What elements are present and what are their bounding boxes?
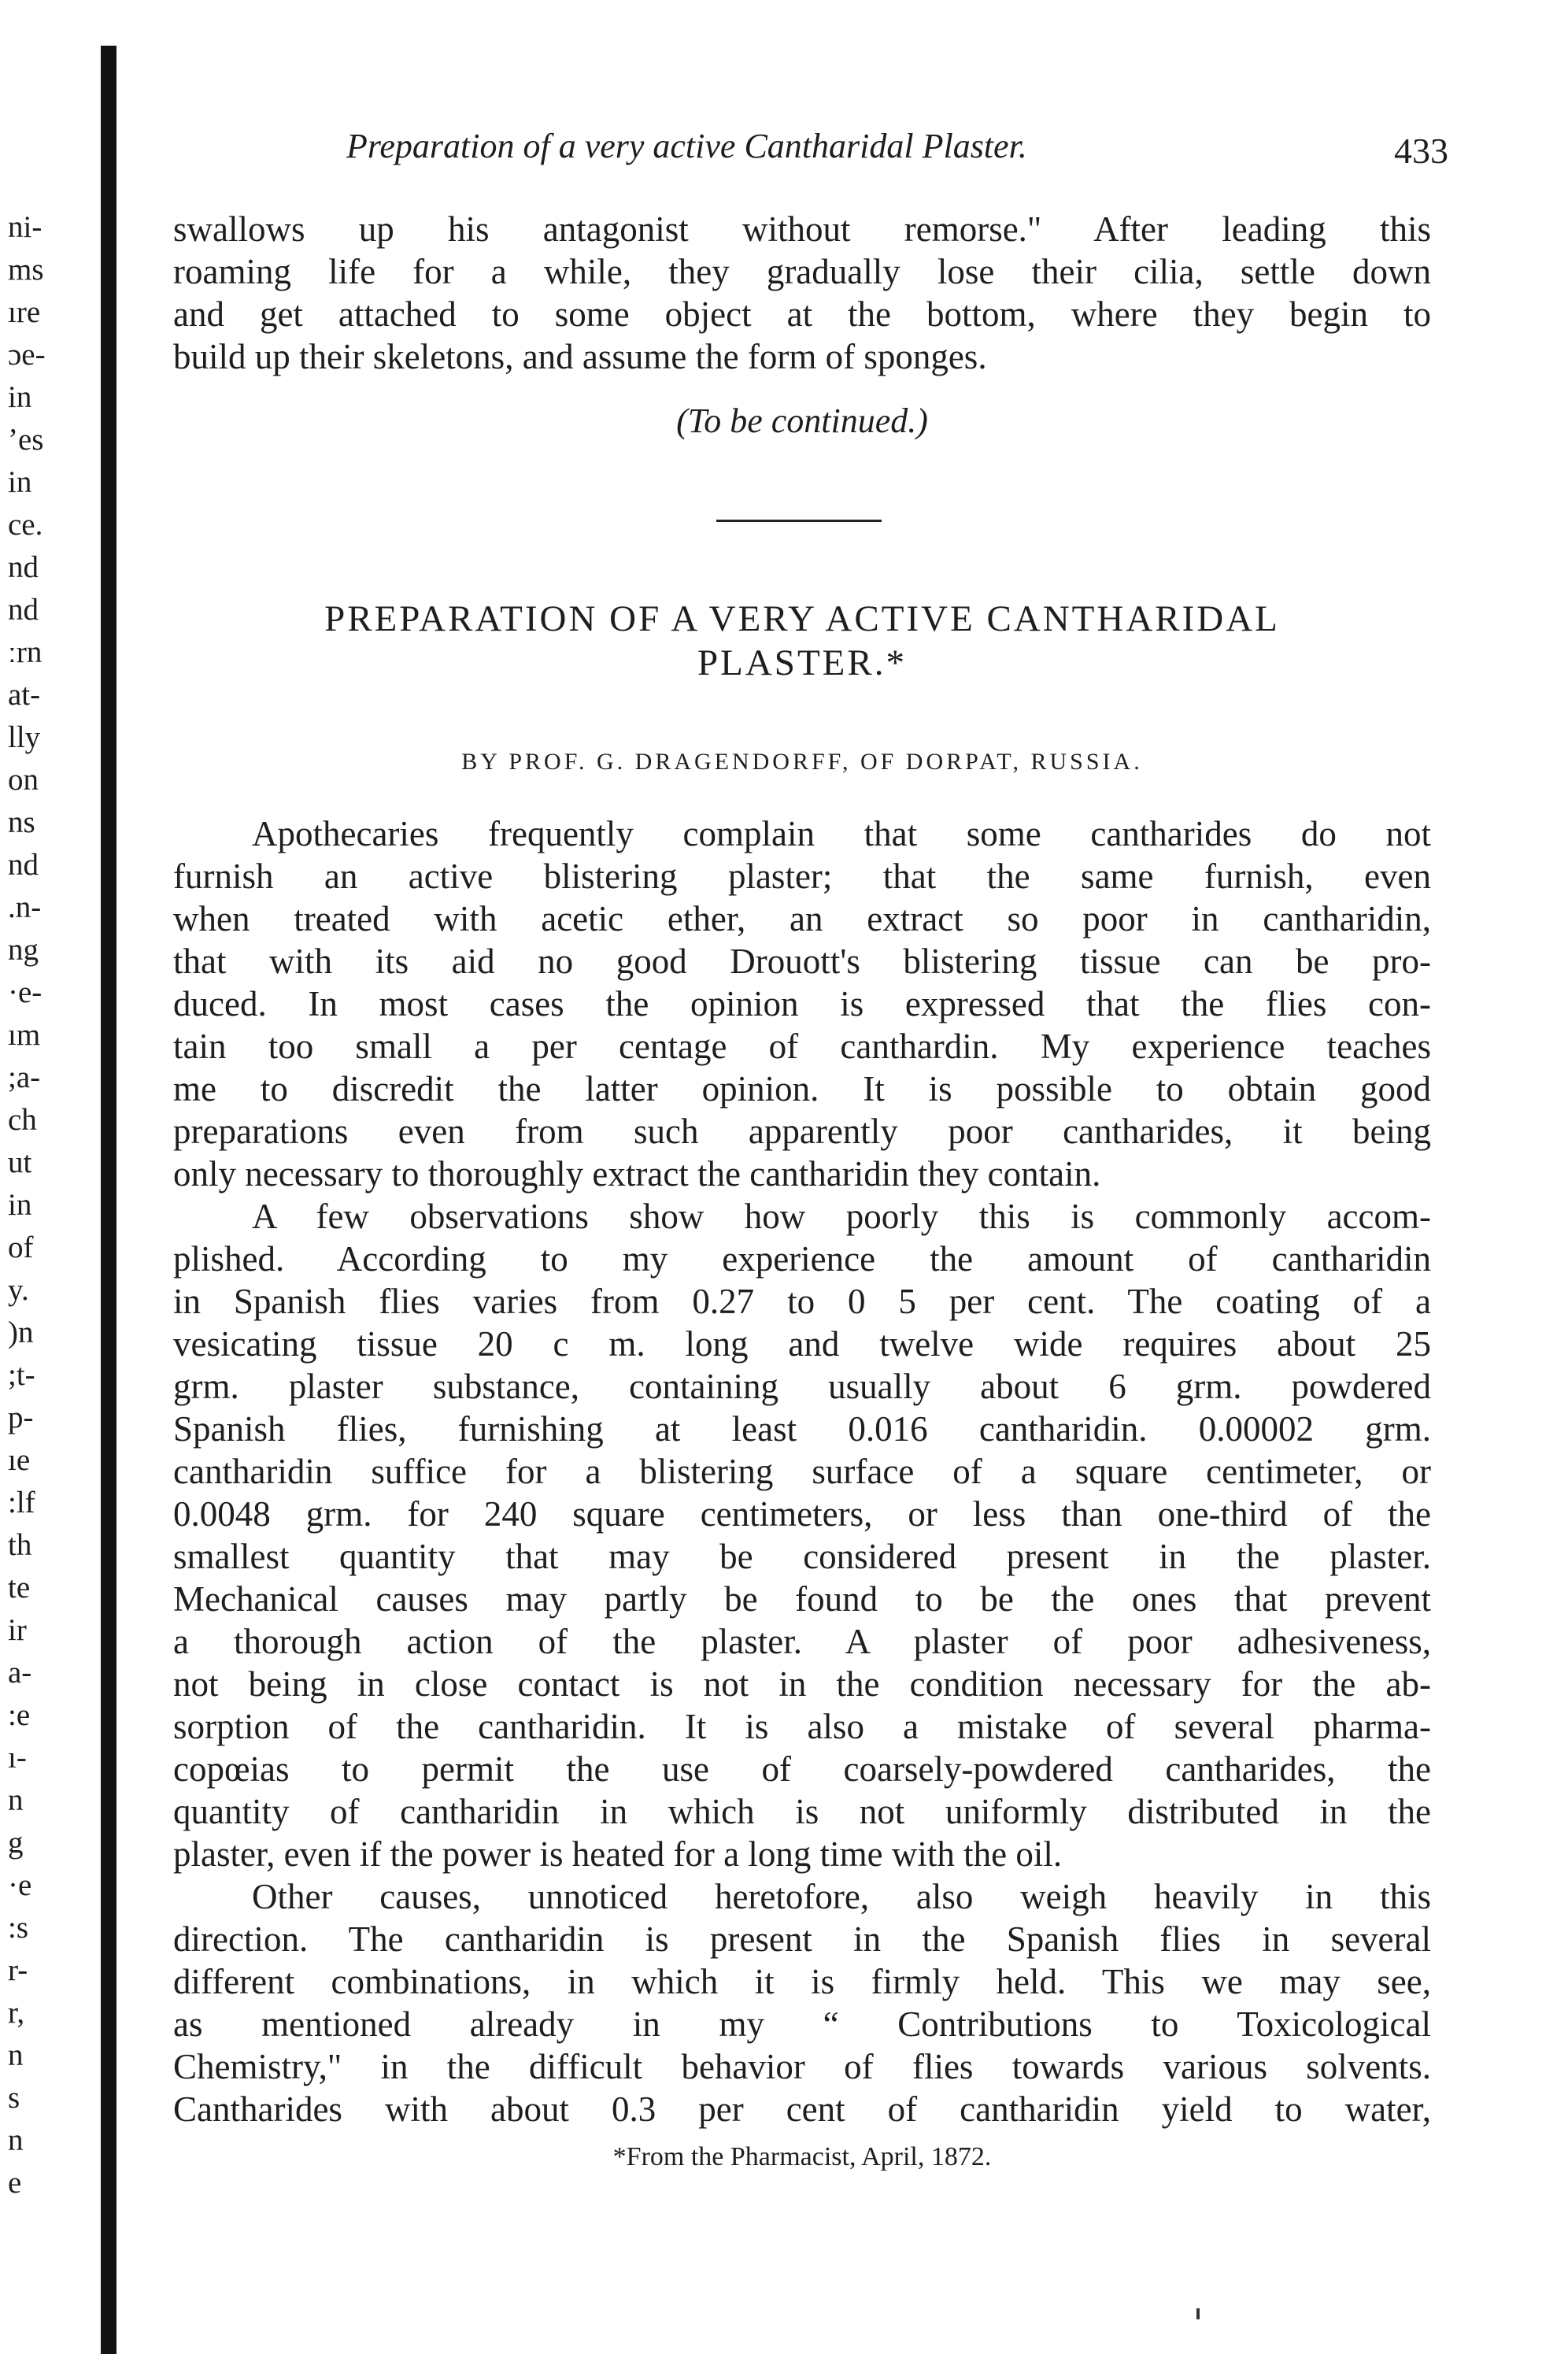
text-line: vesicating tissue 20 c m. long and twelve wide requires about 25 [173, 1324, 1431, 1364]
gutter-fragment: :lf [8, 1486, 35, 1519]
gutter-fragment: ni- [8, 210, 43, 244]
scan-speck [1196, 2308, 1200, 2319]
gutter-fragment: r- [8, 1953, 28, 1987]
gutter-fragment: e [8, 2166, 22, 2200]
text-line: me to discredit the latter opinion. It is possible to obtain good [173, 1069, 1431, 1109]
text-line: not being in close contact is not in the condition necessary for the ab- [173, 1664, 1431, 1704]
gutter-fragment: in [8, 1188, 32, 1222]
text-line: plished. According to my experience the amount of cantharidin [173, 1239, 1431, 1279]
gutter-fragment: in [8, 380, 32, 414]
text-line: only necessary to thoroughly extract the cantharidin they contain. [173, 1154, 1101, 1194]
text-line: a thorough action of the plaster. A plaster of poor adhesiveness, [173, 1622, 1431, 1661]
gutter-fragment: te [8, 1571, 31, 1604]
gutter-fragment: on [8, 763, 39, 797]
text-line: 0.0048 grm. for 240 square centimeters, or less than one-third of the [173, 1494, 1431, 1534]
body-paragraph-3 [173, 1875, 1431, 2130]
text-line: duced. In most cases the opinion is expressed that the flies con- [173, 984, 1431, 1023]
text-line: preparations even from such apparently poor cantharides, it being [173, 1112, 1431, 1151]
text-line: plaster, even if the power is heated for a long time with the oil. [173, 1834, 1063, 1874]
running-head-title: Preparation of a very active Cantharidal Plaster. [346, 127, 1027, 165]
gutter-fragment: ce. [8, 508, 43, 542]
text-line: and get attached to some object at the bottom, where they begin to [173, 294, 1431, 334]
text-line: Apothecaries frequently complain that some cantharides do not [252, 814, 1431, 853]
text-line: roaming life for a while, they gradually lose their cilia, settle down [173, 252, 1431, 291]
previous-article-ending [173, 208, 1431, 378]
gutter-fragment: y. [8, 1273, 29, 1307]
gutter-fragment: ːrn [8, 635, 43, 669]
text-line: Spanish flies, furnishing at least 0.016 cantharidin. 0.00002 grm. [173, 1409, 1431, 1449]
gutter-fragment: ·e- [8, 975, 43, 1009]
footnote: *From the Pharmacist, April, 1872. [612, 2142, 992, 2171]
gutter-fragment: ıre [8, 295, 41, 329]
article-title-line-2: PLASTER.* [697, 642, 907, 683]
gutter-fragment: at- [8, 678, 41, 712]
body-paragraph-2 [173, 1195, 1431, 1875]
gutter-fragment: :s [8, 1911, 29, 1945]
text-line: that with its aid no good Drouott's blistering tissue can be pro- [173, 942, 1431, 981]
gutter-fragment: ɔe- [8, 338, 46, 372]
adjacent-page-gutter-fragments [8, 206, 94, 2204]
text-line: direction. The cantharidin is present in the Spanish flies in several [173, 1919, 1431, 1959]
gutter-fragment: ıe [8, 1443, 31, 1477]
gutter-fragment: nd [8, 593, 39, 627]
text-line: build up their skeletons, and assume the form of sponges. [173, 337, 987, 376]
gutter-fragment: lly [8, 720, 41, 754]
gutter-fragment: th [8, 1528, 32, 1562]
gutter-fragment: :e [8, 1698, 31, 1732]
text-line: as mentioned already in my “ Contributions to Toxicological [173, 2004, 1431, 2044]
book-spine-shadow [101, 46, 116, 2354]
gutter-fragment: ʼes [8, 423, 44, 457]
text-line: sorption of the cantharidin. It is also a mistake of several pharma- [173, 1707, 1431, 1746]
text-line: when treated with acetic ether, an extract so poor in cantharidin, [173, 899, 1431, 938]
gutter-fragment: )n [8, 1316, 34, 1349]
gutter-fragment: ;a- [8, 1060, 41, 1094]
gutter-fragment: s [8, 2081, 20, 2115]
gutter-fragment: ms [8, 253, 44, 287]
text-line: quantity of cantharidin in which is not uniformly distributed in the [173, 1792, 1431, 1831]
text-line: swallows up his antagonist without remorse." After leading this [173, 209, 1431, 249]
gutter-fragment: ut [8, 1146, 32, 1179]
gutter-fragment: .n- [8, 890, 42, 924]
page-number: 433 [1394, 131, 1448, 171]
gutter-fragment: r, [8, 1996, 25, 2030]
gutter-fragment: n [8, 1783, 24, 1817]
gutter-fragment: ı- [8, 1741, 27, 1775]
text-line: Mechanical causes may partly be found to be the ones that prevent [173, 1579, 1431, 1619]
gutter-fragment: nd [8, 848, 39, 882]
text-line: tain too small a per centage of canthardin. My experience teaches [173, 1027, 1431, 1066]
gutter-fragment: in [8, 465, 32, 499]
body-paragraph-1 [173, 812, 1431, 1195]
section-divider-rule [716, 520, 882, 522]
gutter-fragment: n [8, 2123, 24, 2157]
gutter-fragment: ım [8, 1018, 41, 1052]
text-line: furnish an active blistering plaster; that the same furnish, even [173, 857, 1431, 896]
text-line: Chemistry," in the difficult behavior of flies towards various solvents. [173, 2047, 1431, 2086]
text-line: cantharidin suffice for a blistering surface of a square centimeter, or [173, 1452, 1431, 1491]
article-title-line-1: PREPARATION OF A VERY ACTIVE CANTHARIDAL [324, 598, 1280, 639]
to-be-continued-note: (To be continued.) [676, 402, 928, 440]
gutter-fragment: ns [8, 805, 35, 839]
gutter-fragment: g [8, 1826, 24, 1860]
text-line: different combinations, in which it is firmly held. This we may see, [173, 1962, 1431, 2001]
text-line: A few observations show how poorly this is commonly accom- [252, 1197, 1431, 1236]
gutter-fragment: ng [8, 933, 39, 967]
article-byline: BY PROF. G. DRAGENDORFF, OF DORPAT, RUSSIA. [461, 749, 1143, 775]
text-line: Other causes, unnoticed heretofore, also weigh heavily in this [252, 1877, 1431, 1916]
text-line: grm. plaster substance, containing usually about 6 grm. powdered [173, 1367, 1431, 1406]
text-line: in Spanish flies varies from 0.27 to 0 5 per cent. The coating of a [173, 1282, 1431, 1321]
text-line: Cantharides with about 0.3 per cent of cantharidin yield to water, [173, 2089, 1431, 2129]
text-line: smallest quantity that may be considered present in the plaster. [173, 1537, 1431, 1576]
gutter-fragment: p- [8, 1401, 34, 1434]
article-title [173, 597, 1431, 685]
gutter-fragment: of [8, 1231, 34, 1264]
gutter-fragment: ·e [8, 1868, 32, 1902]
gutter-fragment: nd [8, 550, 39, 584]
text-line: copœias to permit the use of coarsely-powdered cantharides, the [173, 1749, 1431, 1789]
gutter-fragment: a- [8, 1656, 32, 1690]
gutter-fragment: ch [8, 1103, 37, 1137]
gutter-fragment: ;t- [8, 1358, 35, 1392]
gutter-fragment: n [8, 2038, 24, 2072]
gutter-fragment: ir [8, 1613, 27, 1647]
